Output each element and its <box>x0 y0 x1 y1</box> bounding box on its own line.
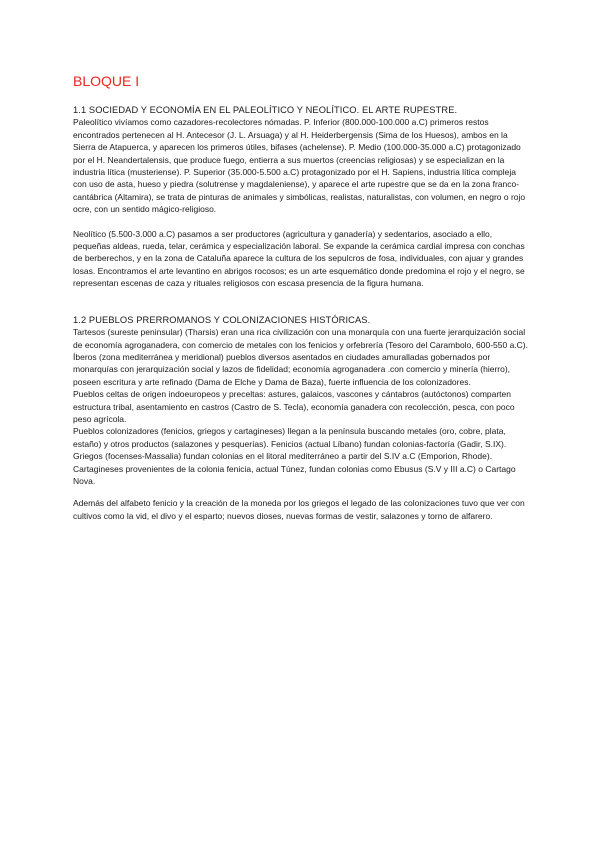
spacer <box>73 487 529 497</box>
section-heading-prerroman: 1.2 PUEBLOS PRERROMANOS Y COLONIZACIONES HISTÓRICAS. <box>73 314 371 325</box>
document-title: BLOQUE I <box>73 73 140 89</box>
paragraph-neolithic: Neolítico (5.500-3.000 a.C) pasamos a ser productores (agricultura y ganadería) y sedentarios, asociado a ello, pequeñas aldeas, rueda, telar, cerámica y especialización laboral. Se expande la cerámica cardial impresa con conchas de berberechos, y en la zona de Cataluña aparece la cultura de los sepulcros de fosa, individuales, con ajuar y grandes losas. Encontramos el arte levantino en abrigos rocosos; es un arte esquemático donde predomina el rojo y el negro, se representan escenas de caza y rituales religiosos con escasa presencia de la figura humana. <box>73 228 525 289</box>
section-heading-paleolithic: 1.1 SOCIEDAD Y ECONOMÍA EN EL PALEOLÍTICO Y NEOLÍTICO. EL ARTE RUPESTRE. <box>73 105 458 115</box>
paragraph-tartesos: Tartesos (sureste peninsular) (Tharsis) eran una rica civilización con una monarquía con una fuerte jerarquización social de economía agroganadera, con comercio de metales con los fenicios y orfebrería (Tesoro del Carambolo, 600-550 a.C). <box>73 327 528 350</box>
paragraph-celtas: Pueblos celtas de origen indoeuropeos y preceltas: astures, galaicos, vascones y cántabros (autóctonos) comparten estructura tribal, asentamiento en castros (Castro de S. Tecla), economía ganadera con recolección, pesca, con poco peso agrícola. <box>73 389 515 424</box>
paragraph-iberos: Íberos (zona mediterránea y meridional) pueblos diversos asentados en ciudades amuralladas gobernados por monarquías con jerarquización social y lazos de fidelidad; economía agroganadera .con comercio y minería (hierro), poseen escritura y arte refinado (Dama de Elche y Dama de Baza), fuerte influencia de los colonizadores. <box>73 351 511 387</box>
document-content <box>73 72 529 522</box>
spacer <box>73 290 529 314</box>
paragraph-legado: Además del alfabeto fenicio y la creación de la moneda por los griegos el legado de las colonizaciones tuvo que ver con cultivos como la vid, el divo y el esparto; nuevos dioses, nuevas formas de vestir, salazones y torno de alfarero. <box>73 498 525 521</box>
spacer <box>73 216 529 228</box>
paragraph-colonizadores: Pueblos colonizadores (fenicios, griegos y cartagineses) llegan a la península buscando metales (oro, cobre, plata, estaño) y otros productos (salazones y pesquerías). Fenicios (actual Líbano) fundan colonias-factoría (Gadir, S.IX). Griegos (focenses-Massalia) fundan colonias en el litoral mediterráneo a partir del S.IV a.C (Emporion, Rhode). Cartagineses provenientes de la colonia fenicia, actual Túnez, fundan colonias como Ebusus (S.V y III a.C) o Cartago Nova. <box>73 426 516 486</box>
paragraph-paleolithic: Paleolítico vivíamos como cazadores-recolectores nómadas. P. Inferior (800.000-100.000 a.C) primeros restos encontrados pertenecen al H. Antecesor (J. L. Arsuaga) y al H. Heiderbergensis (Sima de los Huesos), ambos en la Sierra de Atapuerca, y aparecen los primeros útiles, bifases (achelense). P. Medio (100.000-35.000 a.C) protagonizado por el H. Neandertalensis, que produce fuego, entierra a sus muertos (creencias religiosas) y se especializan en la industria lítica (musteriense). P. Superior (35.000-5.500 a.C) protagonizado por el H. Sapiens, industria lítica compleja con uso de asta, hueso y piedra (solutrense y magdaleniense), y aparece el arte rupestre que se da en la zona franco-cantábrica (Altamira), se trata de pinturas de animales y simbólicas, realistas, naturalistas, con volumen, en negro o rojo ocre, con un sentido mágico-religioso. <box>73 117 526 215</box>
